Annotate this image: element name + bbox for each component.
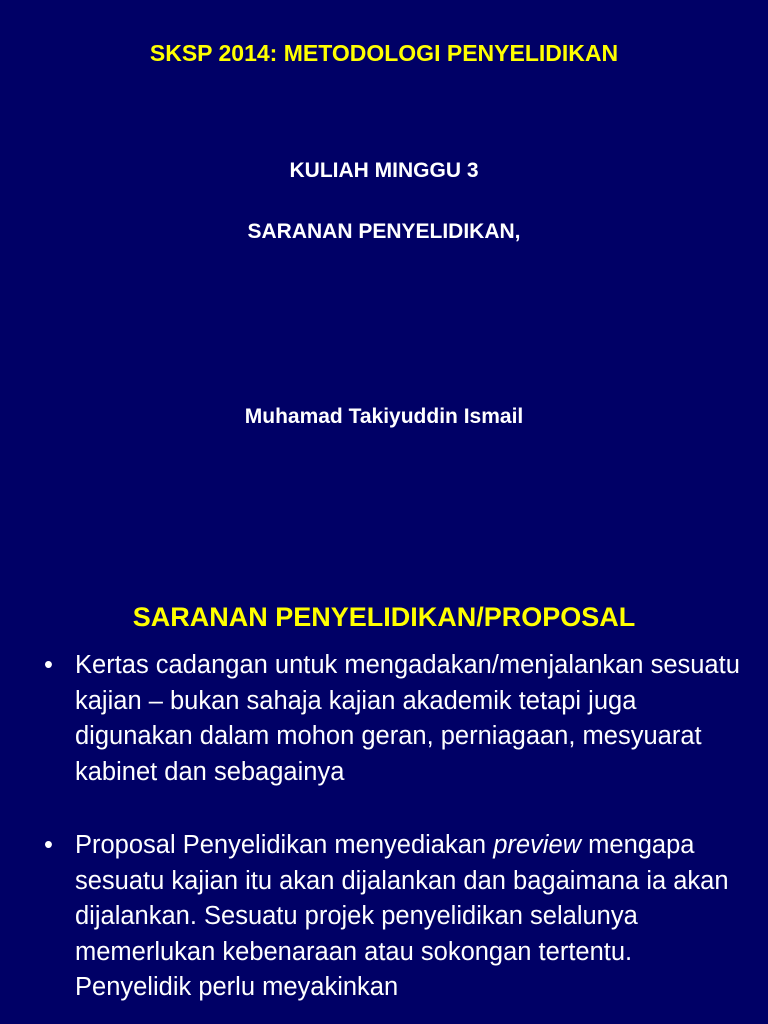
bullet-item	[44, 828, 744, 1006]
bullet-text-after: mengapa sesuatu kajian itu akan dijalankan dan bagaimana ia akan dijalankan. Sesuatu projek penyelidikan selalunya memerlukan kebenaraan atau sokongan tertentu. Penyelidik perlu meyakinkan	[75, 831, 729, 1001]
bullet-list	[44, 648, 744, 1024]
bullet-text: Kertas cadangan untuk mengadakan/menjalankan sesuatu kajian – bukan sahaja kajian akademik tetapi juga digunakan dalam mohon geran, perniagaan, mesyuarat kabinet dan sebagainya	[75, 651, 740, 786]
bullet-dot-icon: •	[44, 831, 53, 859]
slide-title: SARANAN PENYELIDIKAN/PROPOSAL	[132, 602, 636, 632]
bullet-item	[44, 648, 744, 790]
lecture-label: KULIAH MINGGU 3	[289, 159, 479, 182]
bullet-text-italic: preview	[493, 831, 582, 859]
slide-2	[0, 576, 768, 1024]
author-name: Muhamad Takiyuddin Ismail	[244, 405, 524, 428]
bullet-dot-icon: •	[44, 651, 53, 679]
bullet-text-before: Proposal Penyelidikan menyediakan	[75, 831, 494, 859]
topic-label: SARANAN PENYELIDIKAN,	[247, 220, 521, 243]
course-title: SKSP 2014: METODOLOGI PENYELIDIKAN	[149, 40, 619, 66]
